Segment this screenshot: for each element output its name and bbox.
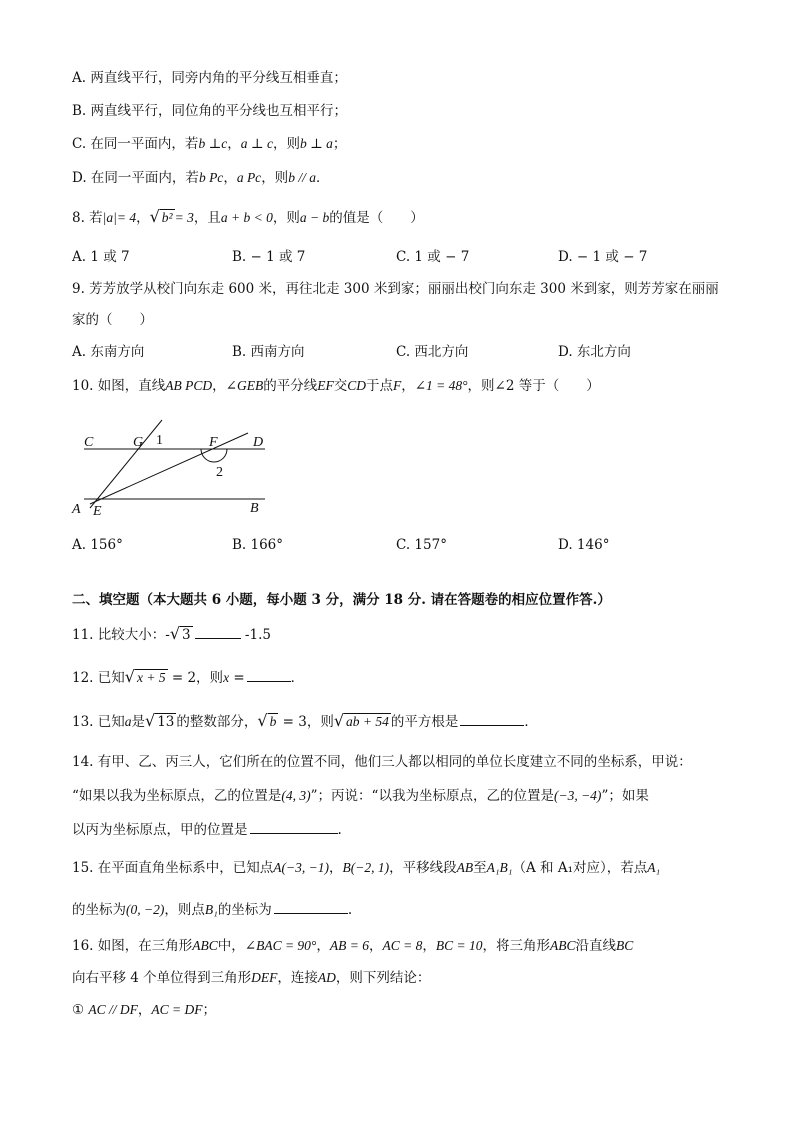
q7-option-c: C. 在同一平面内，若b ⊥c，a ⊥ c，则b ⊥ a； bbox=[72, 136, 347, 152]
question-16-conclusion-1: ① AC // DF，AC = DF； bbox=[72, 1002, 217, 1018]
question-16-line1: 16. 如图，在三角形ABC中，∠BAC = 90°，AB = 6，AC = 8，BC = 10，将三角形ABC沿直线BC bbox=[72, 938, 634, 954]
q10-option-b: B. 166° bbox=[232, 537, 284, 553]
question-9-line1: 9. 芳芳放学从校门向东走 600 米，再往北走 300 米到家；丽丽出校门向东走 300 米到家，则芳芳家在丽丽 bbox=[72, 281, 719, 297]
q7-option-b: B. 两直线平行，同位角的平分线也互相平行； bbox=[72, 103, 348, 119]
question-14-line2: “如果以我为坐标原点，乙的位置是(4, 3)”；丙说：“以我为坐标原点，乙的位置是(−3, −4)”；如果 bbox=[72, 788, 649, 804]
q7-option-a: A. 两直线平行，同旁内角的平分线互相垂直； bbox=[72, 70, 347, 86]
line-eg bbox=[90, 420, 162, 508]
q9-option-c: C. 西北方向 bbox=[396, 344, 469, 360]
question-15-line1: 15. 在平面直角坐标系中，已知点A(−3, −1)，B(−2, 1)，平移线段AB至A₁B₁（A 和 A₁对应），若点A₁ bbox=[72, 860, 661, 876]
question-10: 10. 如图，直线AB PCD，∠GEB的平分线EF交CD于点F，∠1 = 48°，则∠2 等于（ ） bbox=[72, 378, 600, 394]
label-b: B bbox=[250, 501, 259, 516]
angle-2-arc bbox=[201, 449, 227, 462]
q8-option-d: D. − 1 或 − 7 bbox=[558, 249, 648, 265]
label-a: A bbox=[72, 502, 81, 517]
q8-option-a: A. 1 或 7 bbox=[72, 249, 130, 265]
question-11: 11. 比较大小：-√ 3 -1.5 bbox=[72, 624, 271, 643]
answer-blank bbox=[274, 899, 348, 914]
question-12: 12. 已知√ x + 5 = 2，则x = ． bbox=[72, 667, 305, 686]
q10-option-a: A. 156° bbox=[72, 537, 123, 553]
label-d: D bbox=[253, 435, 264, 450]
label-2: 2 bbox=[216, 465, 223, 480]
q8-option-c: C. 1 或 − 7 bbox=[396, 249, 470, 265]
q10-figure bbox=[70, 400, 280, 520]
q10-option-d: D. 146° bbox=[558, 537, 610, 553]
q8-option-b: B. − 1 或 7 bbox=[232, 249, 306, 265]
question-16-line2: 向右平移 4 个单位得到三角形DEF，连接AD，则下列结论： bbox=[72, 970, 431, 986]
section-2-heading: 二、填空题（本大题共 6 小题，每小题 3 分，满分 18 分. 请在答题卷的相应位置作答.） bbox=[72, 592, 611, 608]
q10-option-c: C. 157° bbox=[396, 537, 447, 553]
question-13: 13. 已知a是√ 13 的整数部分，√ b = 3，则√ ab + 54 的平方根是 ． bbox=[72, 711, 538, 730]
q9-option-b: B. 西南方向 bbox=[232, 344, 305, 360]
question-14-line3: 以丙为坐标原点，甲的位置是 . bbox=[72, 818, 342, 838]
answer-blank bbox=[195, 624, 241, 639]
q9-option-d: D. 东北方向 bbox=[558, 344, 631, 360]
line-ef bbox=[90, 433, 248, 504]
question-9-line2: 家的（ ） bbox=[72, 312, 153, 328]
label-g: G bbox=[133, 435, 144, 450]
question-15-line2: 的坐标为(0, −2)，则点B₁的坐标为 . bbox=[72, 898, 352, 918]
q7-option-d: D. 在同一平面内，若b Pc，a Pc，则b // a． bbox=[72, 170, 330, 186]
label-1: 1 bbox=[156, 433, 163, 448]
question-14-line1: 14. 有甲、乙、丙三人，它们所在的位置不同，他们三人都以相同的单位长度建立不同的坐标系，甲说： bbox=[72, 754, 692, 770]
label-e: E bbox=[93, 504, 102, 519]
question-8: 8. 若|a|= 4，√ b² = 3，且a + b < 0，则a − b的值是（ ） bbox=[72, 207, 424, 226]
q9-option-a: A. 东南方向 bbox=[72, 344, 145, 360]
answer-blank bbox=[247, 667, 291, 682]
answer-blank bbox=[250, 819, 338, 834]
label-c: C bbox=[84, 435, 94, 450]
answer-blank bbox=[460, 711, 524, 726]
label-f: F bbox=[209, 435, 218, 450]
